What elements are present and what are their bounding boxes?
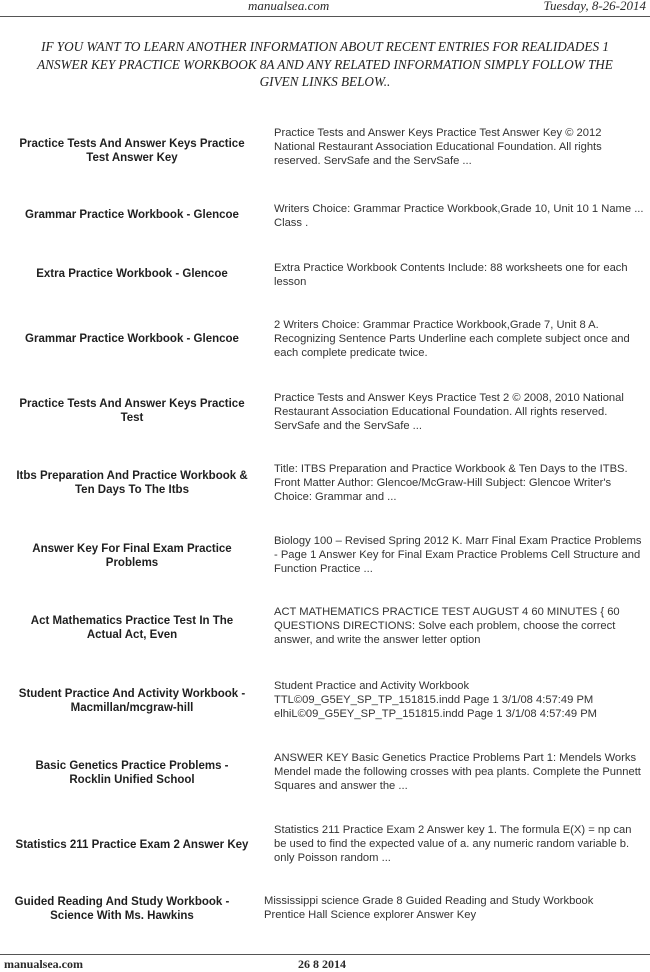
entry-title[interactable]: Guided Reading And Study Workbook - Science With Ms. Hawkins [14, 895, 230, 922]
entry-desc: ANSWER KEY Basic Genetics Practice Problems Part 1: Mendels Works Mendel made the following crosses with pea plants. Complete the Punnett Squares and answer the ... [274, 752, 641, 792]
entry-desc: Statistics 211 Practice Exam 2 Answer key 1. The formula E(X) = np can be used to find the expected value of a. any numeric random variable b. only Poisson random ... [274, 824, 632, 864]
header-rule [0, 16, 650, 17]
entry-title[interactable]: Grammar Practice Workbook - Glencoe [25, 332, 239, 345]
intro-text: IF YOU WANT TO LEARN ANOTHER INFORMATION ABOUT RECENT ENTRIES FOR REALIDADES 1 ANSWER KEY PRACTICE WORKBOOK 8A AND ANY RELATED INFORMATION SIMPLY FOLLOW THE GIVEN LINKS BELOW.. [37, 39, 613, 89]
page-header [0, 0, 650, 14]
entry-title[interactable]: Act Mathematics Practice Test In The Actual Act, Even [30, 614, 234, 641]
entry-desc: Student Practice and Activity Workbook TTL©09_G5EY_SP_TP_151815.indd Page 1 3/1/08 4:57:49 PM elhiL©09_G5EY_SP_TP_151815.indd Page 1 3/1/08 4:57:49 PM [274, 680, 597, 720]
entry-desc: 2 Writers Choice: Grammar Practice Workbook,Grade 7, Unit 8 A. Recognizing Sentence Parts Underline each complete subject once and each complete predicate twice. [274, 319, 630, 359]
entry-title[interactable]: Itbs Preparation And Practice Workbook & Ten Days To The Itbs [16, 469, 248, 496]
entry-desc: Writers Choice: Grammar Practice Workbook,Grade 10, Unit 10 1 Name ... Class . [274, 203, 644, 229]
entry-desc: Biology 100 – Revised Spring 2012 K. Marr Final Exam Practice Problems - Page 1 Answer Key for Final Exam Practice Problems Cell Structure and Function Practice ... [274, 535, 642, 575]
entry-title[interactable]: Practice Tests And Answer Keys Practice Test [19, 397, 245, 424]
header-date: Tuesday, 8-26-2014 [543, 0, 646, 13]
footer-rule [0, 954, 650, 955]
footer-site[interactable]: manualsea.com [4, 957, 83, 971]
entry-desc: Mississippi science Grade 8 Guided Reading and Study Workbook Prentice Hall Science explorer Answer Key [264, 895, 594, 921]
entry-title[interactable]: Student Practice And Activity Workbook - Macmillan/mcgraw-hill [18, 687, 246, 714]
entry-title[interactable]: Basic Genetics Practice Problems - Rocklin Unified School [35, 759, 229, 786]
entry-desc: Title: ITBS Preparation and Practice Workbook & Ten Days to the ITBS. Front Matter Author: Glencoe/McGraw-Hill Subject: Glencoe Writer's Choice: Grammar and ... [274, 463, 628, 503]
entry-desc: Practice Tests and Answer Keys Practice Test 2 © 2008, 2010 National Restaurant Association Educational Foundation. All rights reserved. ServSafe and the ServSafe ... [274, 392, 624, 432]
page-footer [0, 957, 650, 970]
entry-title[interactable]: Answer Key For Final Exam Practice Problems [32, 542, 232, 569]
footer-date: 26 8 2014 [298, 957, 346, 971]
entry-title[interactable]: Grammar Practice Workbook - Glencoe [25, 208, 239, 221]
header-site[interactable]: manualsea.com [248, 0, 330, 13]
entry-desc: Practice Tests and Answer Keys Practice Test Answer Key © 2012 National Restaurant Association Educational Foundation. All rights reserved. ServSafe and the ServSafe ... [274, 127, 602, 167]
entry-desc: ACT MATHEMATICS PRACTICE TEST AUGUST 4 60 MINUTES { 60 QUESTIONS DIRECTIONS: Solve each problem, choose the correct answer, and write the answer letter option [274, 606, 620, 646]
entry-title[interactable]: Extra Practice Workbook - Glencoe [36, 267, 228, 280]
entry-desc: Extra Practice Workbook Contents Include: 88 worksheets one for each lesson [274, 262, 628, 288]
entry-title[interactable]: Statistics 211 Practice Exam 2 Answer Key [15, 838, 249, 851]
entry-title[interactable]: Practice Tests And Answer Keys Practice Test Answer Key [19, 137, 245, 164]
